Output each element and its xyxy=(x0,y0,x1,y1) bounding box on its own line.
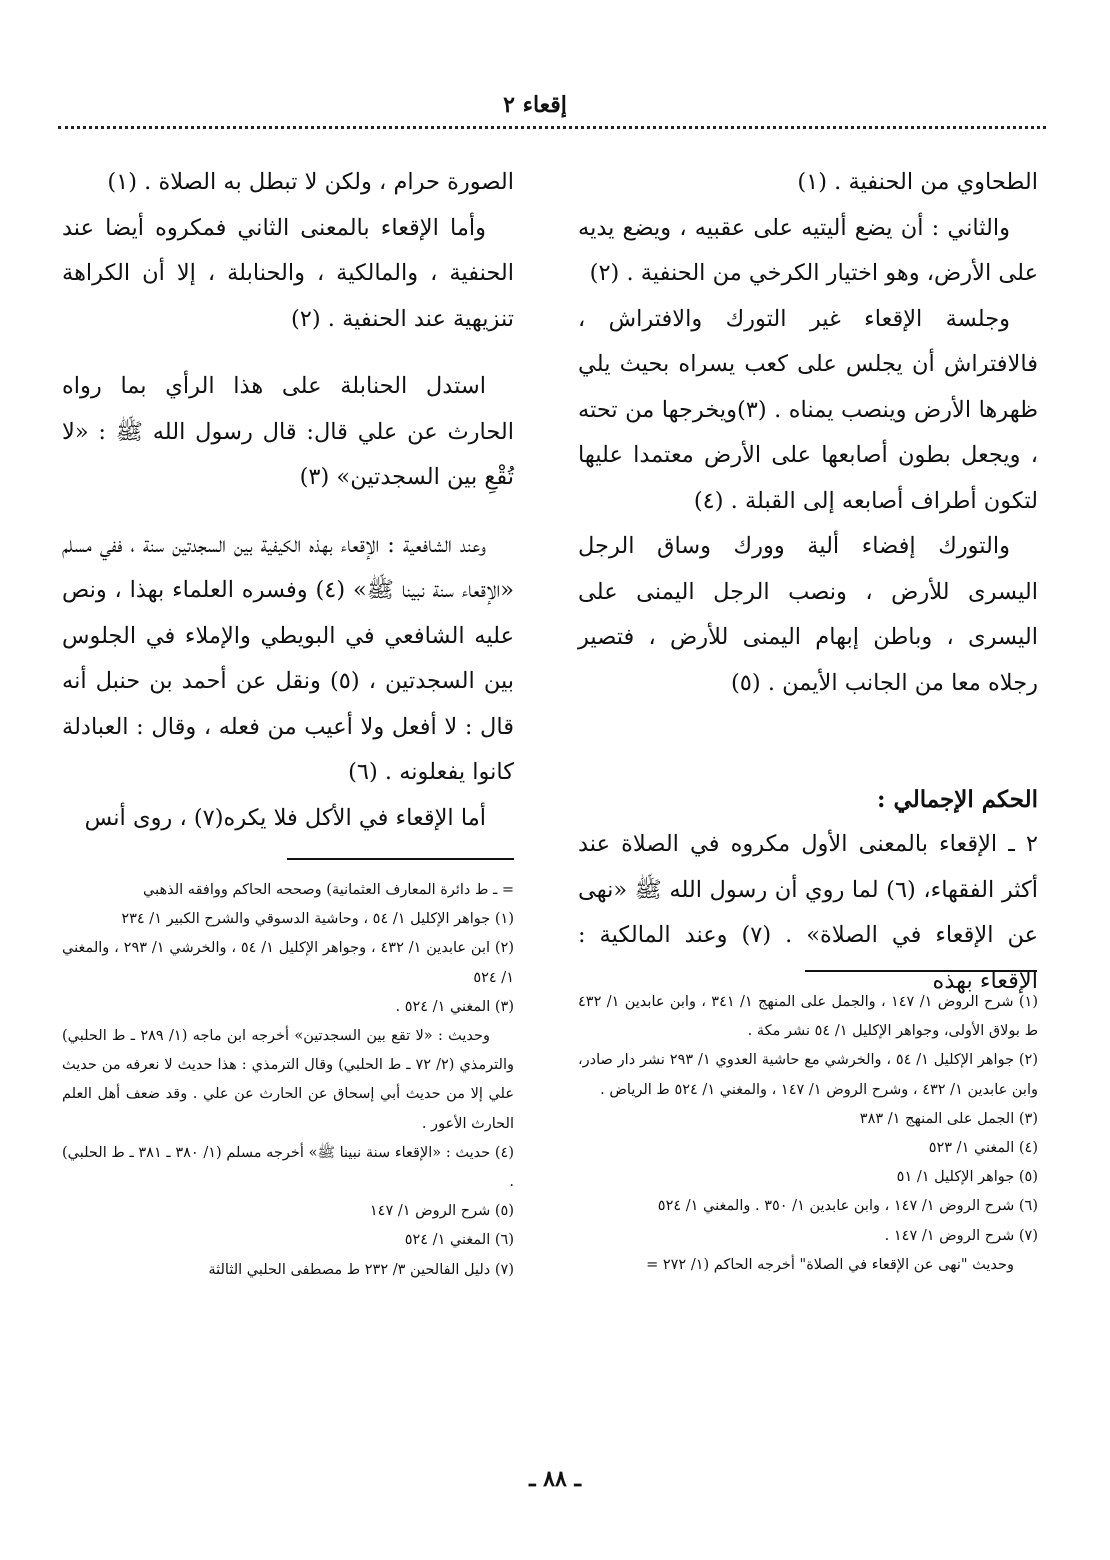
body-paragraph: وجلسة الإقعاء غير التورك والافتراش ، فالافتراش أن يجلس على كعب يسراه بحيث يلي ظهرها الأرض وينصب يمناه . (٣)ويخرجها من تحته ، ويجعل بطون أصابعها على الأرض معتمدا عليها لتكون أطراف أصابعه إلى القبلة . (٤) xyxy=(578,305,1038,514)
right-text-column xyxy=(578,160,1038,706)
footnotes-left xyxy=(62,876,514,1285)
footnote: (٧) شرح الروض ١/ ١٤٧ . xyxy=(884,1227,1038,1244)
footnote: (٢) جواهر الإكليل ١/ ٥٤ ، والخرشي مع حاشية العدوي ١/ ٢٩٣ نشر دار صادر، وابن عابدين ١/ ٤٣٢ ، وشرح الروض ١/ ١٤٧ ، والمغني ١/ ٥٢٤ ط الرياض . xyxy=(578,1052,1038,1098)
footnote: (٧) دليل الفالحين ٣/ ٢٣٢ ط مصطفى الحلبي الثالثة xyxy=(208,1261,514,1278)
footnote: (٥) شرح الروض ١/ ١٤٧ xyxy=(369,1203,514,1220)
footnote: وحديث : «لا تقع بين السجدتين» أخرجه ابن ماجه (١/ ٢٨٩ ـ ط الحلبي) والترمذي (٢/ ٧٢ ـ ط الحلبي) وقال الترمذي : هذا حديث لا نعرفه من حديث علي إلا من حديث أبي إسحاق عن الحارث عن علي . وقد ضعف أهل العلم الحارث الأعور . xyxy=(62,1028,514,1132)
section-heading: الحكم الإجمالي : xyxy=(877,786,1038,813)
body-paragraph: الطحاوي من الحنفية . (١) xyxy=(797,169,1038,195)
footnote: (٣) المغني ١/ ٥٢٤ . xyxy=(395,998,514,1015)
running-header: إقعاء ٢ xyxy=(503,92,567,118)
footnote: (٤) المغني ١/ ٥٢٣ xyxy=(928,1140,1038,1157)
footnote: (١) شرح الروض ١/ ١٤٧ ، والجمل على المنهج ١/ ٣٤١ ، وابن عابدين ١/ ٤٣٢ ط بولاق الأولى، وجواهر الإكليل ١/ ٥٤ نشر مكة . xyxy=(578,994,1038,1040)
body-paragraph: وعند الشافعية : الإقعاء بهذه الكيفية بين السجدتين سنة ، ففي مسلم «الإقعاء سنة نبينا ﷺ» (٤) وفسره العلماء بهذا ، ونص عليه الشافعي في البويطي والإملاء في الجلوس بين السجدتين ، (٥) ونقل عن أحمد بن حنبل أنه قال : لا أفعل ولا أعيب من فعله ، وقال : العبادلة كانوا يفعلونه . (٦) xyxy=(62,531,514,785)
body-paragraph: ٢ ـ الإقعاء بالمعنى الأول مكروه في الصلاة عند أكثر الفقهاء، (٦) لما روي أن رسول الله ﷺ «نهى عن الإقعاء في الصلاة» . (٧) وعند المالكية : الإقعاء بهذه xyxy=(578,831,1039,994)
footnotes-right xyxy=(578,988,1038,1280)
body-paragraph: وأما الإقعاء بالمعنى الثاني فمكروه أيضا عند الحنفية ، والمالكية ، والحنابلة ، إلا أن الكراهة تنزيهية عند الحنفية . (٢) xyxy=(62,214,514,332)
footnote: وحديث "نهى عن الإقعاء في الصلاة" أخرجه الحاكم (١/ ٢٧٢ = xyxy=(646,1256,1014,1273)
header-dotted-rule xyxy=(58,126,1046,129)
footnote: = ـ ط دائرة المعارف العثمانية) وصححه الحاكم ووافقه الذهبي xyxy=(143,882,514,898)
body-paragraph: والثاني : أن يضع أليتيه على عقبيه ، ويضع يديه على الأرض، وهو اختيار الكرخي من الحنفية . (٢) xyxy=(578,214,1038,286)
footnote: (٢) ابن عابدين ١/ ٤٣٢ ، وجواهر الإكليل ١/ ٥٤ ، والخرشي ١/ ٢٩٣ ، والمغني ١/ ٥٢٤ xyxy=(62,940,514,986)
footnote: (١) جواهر الإكليل ١/ ٥٤ ، وحاشية الدسوقي والشرح الكبير ١/ ٢٣٤ xyxy=(121,911,514,928)
body-paragraph: أما الإقعاء في الأكل فلا يكره(٧) ، روى أنس xyxy=(84,804,486,831)
footnote: (٦) المغني ١/ ٥٢٤ xyxy=(404,1232,514,1249)
left-text-column xyxy=(62,160,514,841)
page-number: ـ ٨٨ ـ xyxy=(529,1466,581,1492)
footnote-separator-right xyxy=(805,970,1037,972)
footnote-separator-left xyxy=(287,858,514,860)
footnote: (٤) حديث : «الإقعاء سنة نبينا ﷺ» أخرجه مسلم (١/ ٣٨٠ ـ ٣٨١ ـ ط الحلبي) . xyxy=(62,1144,514,1191)
body-paragraph: الصورة حرام ، ولكن لا تبطل به الصلاة . (١) xyxy=(107,169,514,195)
footnote: (٥) جواهر الإكليل ١/ ٥١ xyxy=(896,1169,1038,1186)
footnote: (٣) الجمل على المنهج ١/ ٣٨٣ xyxy=(859,1110,1038,1127)
footnote: (٦) شرح الروض ١/ ١٤٧ ، وابن عابدين ١/ ٣٥٠ . والمغني ١/ ٥٢٤ xyxy=(657,1198,1038,1215)
body-paragraph: استدل الحنابلة على هذا الرأي بما رواه الحارث عن علي قال: قال رسول الله ﷺ : «لا تُقْعِ بين السجدتين» (٣) xyxy=(62,373,514,490)
body-paragraph: والتورك إفضاء ألية وورك وساق الرجل اليسرى للأرض ، ونصب الرجل اليمنى على اليسرى ، وباطن إبهام اليمنى للأرض ، فتصير رجلاه معا من الجانب الأيمن . (٥) xyxy=(578,533,1038,696)
